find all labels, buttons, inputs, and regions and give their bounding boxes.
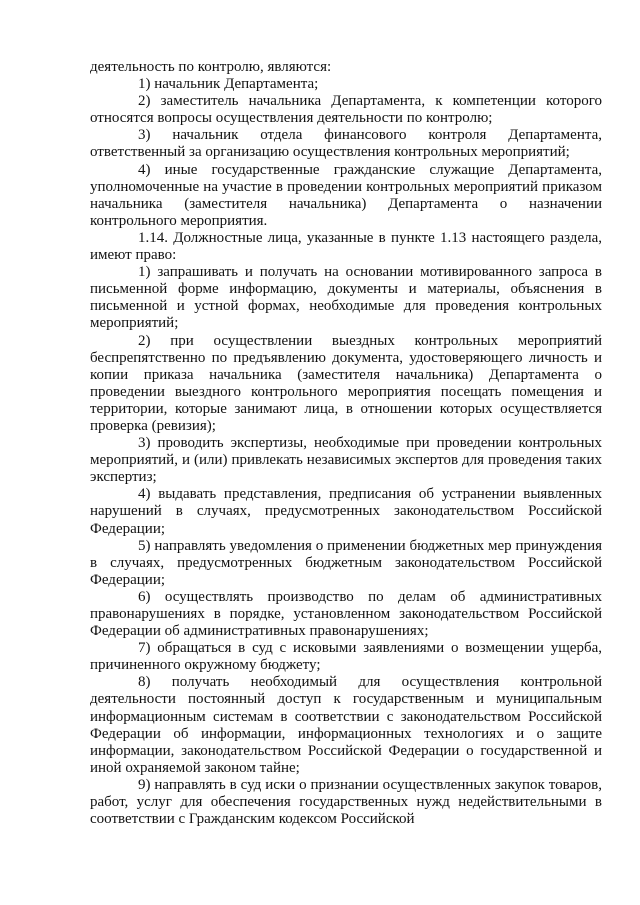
paragraph-right-6: 6) осуществлять производство по делам об административных правонарушениях в порядке, установленном законодательством Российской Федерации об административных правонарушениях;: [90, 588, 602, 640]
paragraph-right-9: 9) направлять в суд иски о признании осуществленных закупок товаров, работ, услуг для обеспечения государственных нужд недействительными в соответствии с Гражданским кодексом Российской: [90, 776, 602, 828]
paragraph-right-8: 8) получать необходимый для осуществления контрольной деятельности постоянный доступ к государственным и муниципальным информационным системам в соответствии с законодательством Российской Федерации об информации, информационных технологиях и о защите информации, законодательством Российской Федерации о государственной и иной охраняемой законом тайне;: [90, 674, 602, 776]
paragraph-right-3: 3) проводить экспертизы, необходимые при проведении контрольных мероприятий, и (или) привлекать независимых экспертов для проведения таких экспертиз;: [90, 435, 602, 486]
paragraph-item-3-section-head: 3) начальник отдела финансового контроля Департамента, ответственный за организацию осуществления контрольных мероприятий;: [90, 127, 602, 161]
paragraph-item-1-head: 1) начальник Департамента;: [138, 76, 319, 93]
paragraph-item-4-other-officials: 4) иные государственные гражданские служащие Департамента, уполномоченные на участие в проведении контрольных мероприятий приказом начальника (заместителя начальника) Департамента о назначении контрольного мероприятия.: [90, 161, 602, 229]
paragraph-clause-1-14: 1.14. Должностные лица, указанные в пункте 1.13 настоящего раздела, имеют право:: [90, 229, 602, 264]
paragraph-right-4: 4) выдавать представления, предписания об устранении выявленных нарушений в случаях, предусмотренных законодательством Российской Федерации;: [90, 486, 602, 537]
paragraph-intro: деятельность по контролю, являются:: [90, 59, 332, 75]
paragraph-right-7: 7) обращаться в суд с исковыми заявлениями о возмещении ущерба, причиненного окружному бюджету;: [90, 640, 602, 674]
paragraph-item-2-deputy: 2) заместитель начальника Департамента, к компетенции которого относятся вопросы осуществления деятельности по контролю;: [90, 93, 602, 127]
paragraph-right-2: 2) при осуществлении выездных контрольных мероприятий беспрепятственно по предъявлению документа, удостоверяющего личность и копии приказа начальника (заместителя начальника) Департамента о проведении выездного контрольного мероприятия посещать помещения и территории, которые занимают лица, в отношении которых осуществляется проверка (ревизия);: [90, 332, 602, 434]
paragraph-right-1: 1) запрашивать и получать на основании мотивированного запроса в письменной форме информацию, документы и материалы, объяснения в письменной и устной формах, необходимые для проведения контрольных мероприятий;: [90, 264, 602, 332]
paragraph-right-5: 5) направлять уведомления о применении бюджетных мер принуждения в случаях, предусмотренных бюджетным законодательством Российской Федерации;: [90, 537, 602, 588]
document-page: [90, 59, 602, 828]
